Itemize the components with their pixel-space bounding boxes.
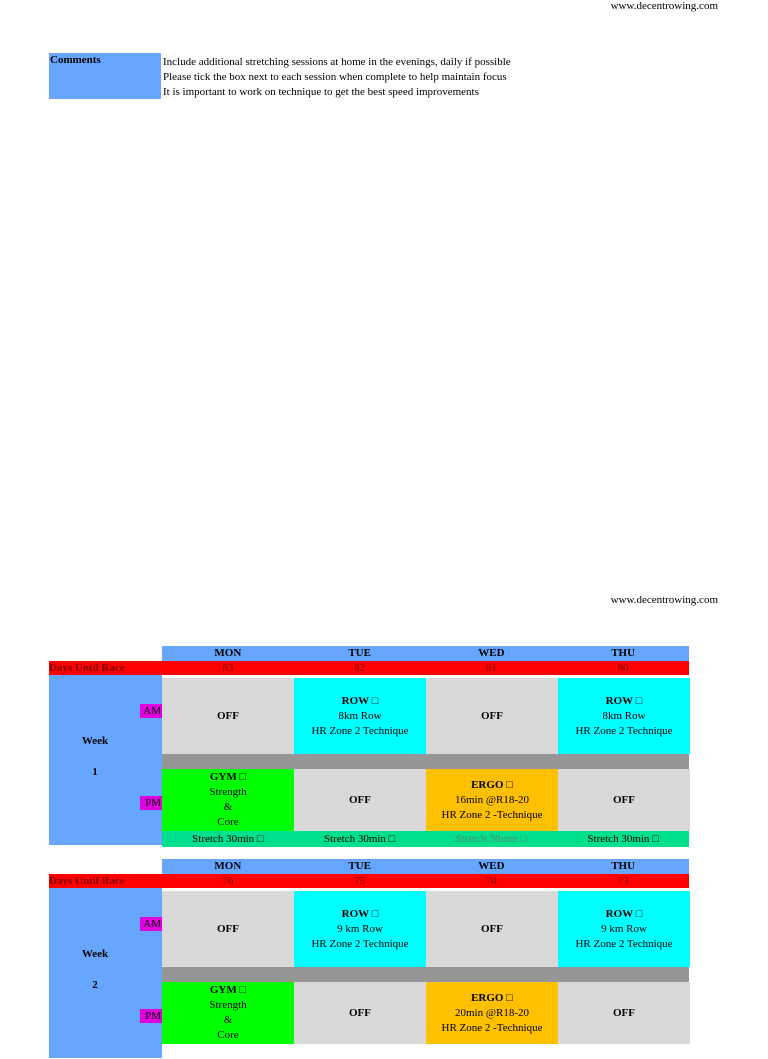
session-title[interactable]: ERGO □: [471, 778, 513, 791]
days-until-values: [162, 874, 689, 888]
session-detail: Strength: [209, 999, 247, 1011]
am-cell[interactable]: [294, 678, 426, 754]
pm-cell: [294, 769, 426, 831]
am-cell[interactable]: [558, 678, 690, 754]
week-number: 1: [92, 766, 98, 778]
session-detail: Core: [217, 1029, 239, 1041]
session-title[interactable]: ERGO □: [471, 991, 513, 1004]
pm-cell[interactable]: [426, 769, 558, 831]
day-header-thu: THU: [611, 647, 636, 659]
days-until-race-label: Days Until Race: [49, 875, 125, 887]
session-title[interactable]: GYM □: [209, 984, 247, 996]
session-title[interactable]: GYM □: [209, 771, 247, 783]
website-url: www.decentrowing.com: [610, 0, 718, 12]
days-until-race-row: [49, 661, 689, 675]
off-label: OFF: [349, 793, 371, 806]
session-separator: [162, 967, 689, 982]
comments-label: Comments: [49, 53, 161, 99]
session-title[interactable]: ROW □: [341, 907, 379, 920]
day-header-mon: MON: [214, 647, 242, 659]
days-until-value: 75: [354, 875, 366, 887]
days-until-value: 82: [354, 662, 366, 674]
session-detail: &: [223, 1014, 233, 1026]
days-until-value: 73: [617, 875, 629, 887]
am-cell: [162, 678, 294, 754]
week-label: Week: [81, 735, 109, 747]
session-detail: 16min @R18-20: [455, 793, 529, 806]
day-header-row: [162, 859, 689, 874]
day-header-wed: WED: [478, 860, 505, 872]
week-column: [49, 888, 162, 1058]
am-cell: [162, 891, 294, 967]
session-detail: Core: [217, 816, 239, 828]
am-label: AM: [140, 917, 162, 931]
days-until-value: 74: [485, 875, 497, 887]
days-until-value: 83: [222, 662, 234, 674]
am-label: AM: [140, 704, 162, 718]
session-detail: HR Zone 2 Technique: [311, 724, 409, 737]
session-detail: 9 km Row: [601, 922, 647, 935]
pm-cell: [558, 769, 690, 831]
session-detail: HR Zone 2 Technique: [575, 724, 673, 737]
session-detail: Strength: [209, 786, 247, 798]
days-until-race-label: Days Until Race: [49, 662, 125, 674]
day-header-tue: TUE: [348, 647, 371, 659]
off-label: OFF: [217, 922, 239, 935]
session-detail: 20min @R18-20: [455, 1006, 529, 1019]
pm-cell[interactable]: [426, 982, 558, 1044]
off-label: OFF: [613, 793, 635, 806]
am-cell[interactable]: [294, 891, 426, 967]
session-detail: HR Zone 2 -Technique: [441, 1021, 543, 1034]
session-detail: 8km Row: [338, 709, 382, 722]
session-detail: 8km Row: [602, 709, 646, 722]
am-cell: [426, 678, 558, 754]
stretch-row: [162, 831, 689, 847]
week-block: [49, 646, 689, 846]
day-header-wed: WED: [478, 647, 505, 659]
off-label: OFF: [481, 922, 503, 935]
off-label: OFF: [613, 1006, 635, 1019]
days-until-value: 76: [222, 875, 234, 887]
stretch-checkbox-item[interactable]: Stretch 30min □: [192, 833, 264, 845]
day-header-tue: TUE: [348, 860, 371, 872]
session-title[interactable]: ROW □: [605, 907, 643, 920]
days-until-value: 81: [485, 662, 497, 674]
session-title[interactable]: ROW □: [341, 694, 379, 707]
off-label: OFF: [481, 709, 503, 722]
week-label: Week: [81, 948, 109, 960]
am-cell[interactable]: [558, 891, 690, 967]
session-detail: HR Zone 2 Technique: [311, 937, 409, 950]
week-block: [49, 859, 689, 1059]
stretch-checkbox-item[interactable]: Stretch 30min □: [587, 833, 659, 845]
stretch-checkbox-item[interactable]: Stretch 30min □: [323, 833, 396, 845]
session-title[interactable]: ROW □: [605, 694, 643, 707]
comment-line: It is important to work on technique to get the best speed improvements: [163, 86, 479, 98]
comment-line: Include additional stretching sessions at home in the evenings, daily if possible: [163, 56, 511, 68]
pm-cell: [294, 982, 426, 1044]
days-until-value: 80: [617, 662, 629, 674]
pm-label: PM: [140, 1009, 162, 1023]
session-detail: 9 km Row: [337, 922, 383, 935]
off-label: OFF: [349, 1006, 371, 1019]
week-column: [49, 675, 162, 845]
days-until-values: [162, 661, 689, 675]
am-cell: [426, 891, 558, 967]
comment-line: Please tick the box next to each session when complete to help maintain focus: [163, 71, 507, 83]
pm-cell[interactable]: [162, 769, 294, 831]
off-label: OFF: [217, 709, 239, 722]
days-until-race-row: [49, 874, 689, 888]
pm-label: PM: [140, 796, 162, 810]
comments-text: [163, 55, 511, 100]
day-header-mon: MON: [214, 860, 242, 872]
session-detail: &: [223, 801, 233, 813]
day-header-thu: THU: [611, 860, 636, 872]
session-detail: HR Zone 2 Technique: [575, 937, 673, 950]
day-header-row: [162, 646, 689, 661]
website-url: www.decentrowing.com: [610, 594, 718, 606]
week-number: 2: [92, 979, 98, 991]
pm-cell[interactable]: [162, 982, 294, 1044]
session-detail: HR Zone 2 -Technique: [441, 808, 543, 821]
pm-cell: [558, 982, 690, 1044]
stretch-checkbox-item[interactable]: Stretch 30min □: [455, 833, 528, 845]
session-separator: [162, 754, 689, 769]
